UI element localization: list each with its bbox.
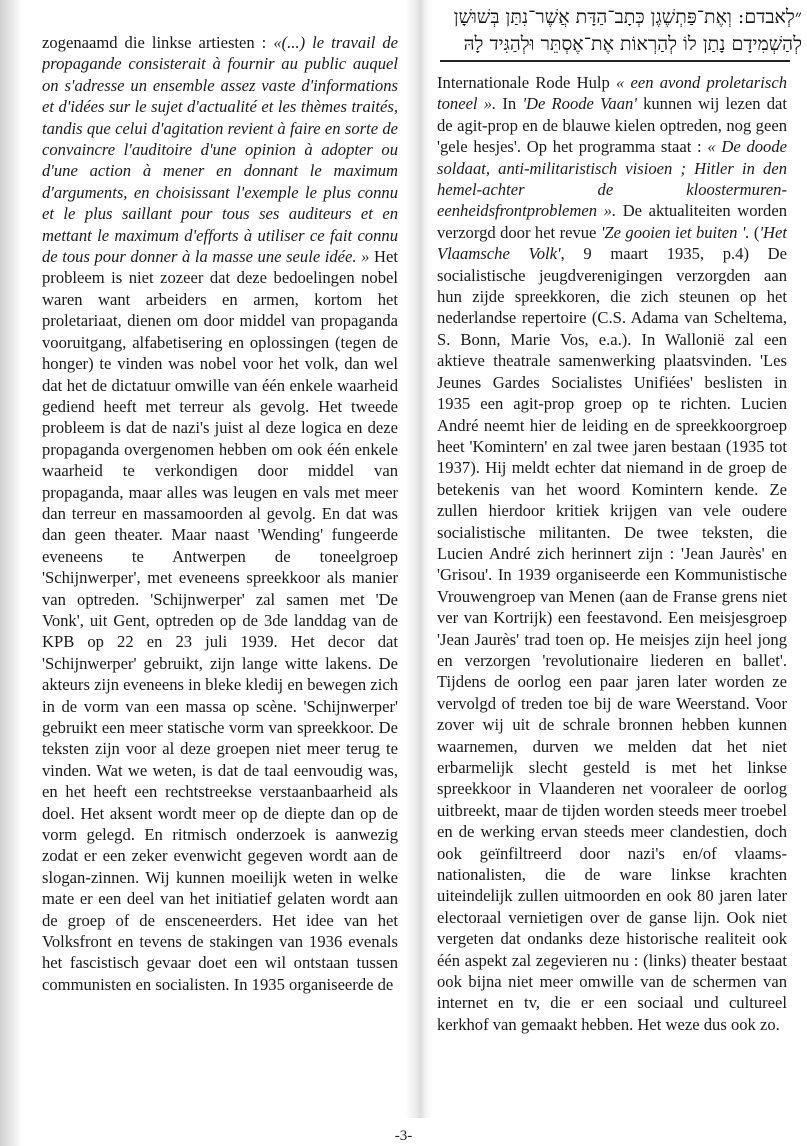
- hebrew-line-1: ״לְאבדם: וְאֶת־פַּתְשֶׁגֶן כְּתָב־הַדָּת אֲשֶׁר־נִתַּן בְּשׁוּשָׁן: [453, 6, 802, 28]
- text-segment: In: [496, 94, 523, 114]
- text-segment: (: [749, 222, 760, 242]
- scan-edge-shadow: [0, 0, 22, 1146]
- hebrew-line-2: לְהַשְׁמִידָם נָתַן לוֹ לְהַרְאוֹת אֶת־אֶסְתֵּר וּלְהַגִּיד לָהּ: [463, 33, 802, 55]
- text-segment-italic: « De doode soldaat, anti-militaristisch visioen ; Hitler in den hemel-achter de kloostermuren-eenheidsfrontproblemen ».: [437, 137, 787, 221]
- right-column-text: [437, 72, 787, 1132]
- page-number: -3-: [394, 1128, 413, 1144]
- text-segment-italic: 'Het Vlaamsche Volk': [437, 222, 787, 264]
- text-segment: zogenaamd die linkse artiesten :: [42, 33, 274, 52]
- left-column-text: [42, 32, 398, 1132]
- text-segment: Het probleem is niet zozeer dat deze bedoelingen nobel waren want arbeiders en armen, kortom het proletariaat, dienen om door middel van propaganda vooruitgang, alfabetisering en oplossingen (tegen de honger) te vinden was nobel voor het volk, dan wel dat het de dictatuur omwille van één enkele waarheid gediend heeft met terreur als gevolg. Het tweede probleem is dat de nazi's juist al deze logica en deze propaganda overgenomen hebben om ook één enkele waarheid te verkondigen door middel van propaganda, maar alles was leugen en vals met meer dan terreur en massamoorden al gevolg. En dat was dan geen theater. Maar naast 'Wending' fungeerde eveneens te Antwerpen de toneelgroep 'Schijnwerper', met eveneens spreekkoor als manier van optreden. 'Schijnwerper' zal samen met 'De Vonk', uit Gent, optreden op de 3de landdag van de KPB op 22 en 23 juli 1939. Het decor dat 'Schijnwerper' gebruikt, zijn lange witte lakens. De akteurs zijn eveneens in bleke kledij en bewegen zich in de vorm van een massa op scène. 'Schijnwerper' gebruikt een meer statische vorm van spreekkoor. De teksten zijn voor al deze groepen niet meer terug te vinden. Wat we weten, is dat de taal eenvoudig was, en het heeft een rechtstreekse verstaanbaarheid als doel. Het aksent wordt meer op de diepte dan op de vorm gelegd. En ritmisch onderzoek is aanwezig zodat er een zeker evenwicht gegeven wordt aan de slogan-zinnen. Wij kunnen moeilijk weten in welke mate er een deel van het initiatief gelaten wordt aan de groep of de ensceneerders. Het idee van het Volksfront en tevens de stakingen van 1936 evenals het fascistisch gevaar doet een wil ontstaan tussen communisten en socialisten. In 1935 organiseerde de: [42, 247, 398, 994]
- text-segment: De aktualiteiten worden verzorgd door het revue: [437, 201, 787, 242]
- text-segment: Internationale Rode Hulp: [437, 73, 616, 92]
- text-segment-italic: 'Ze gooien iet buiten '.: [600, 222, 750, 242]
- text-segment: , 9 maart 1935, p.4) De socialistische jeugdverenigingen verzorgden aan hun zijde spreekkoren, die zich steunen op het nederlandse repertoire (C.S. Adama van Scheltema, S. Bonn, Marie Vos, e.a.). In Wallonië zal een aktieve theatrale samenwerking plaatsvinden. 'Les Jeunes Gardes Socialistes Unifiées' beslisten in 1935 een agit-prop groep op te richten. Lucien André neemt hier de leiding en de spreekkoorgroep heet 'Komintern' en zal twee jaren bestaan (1935 tot 1937). Hij meldt echter dat niemand in de groep de betekenis van het woord Komintern kende. Ze zullen hierdoor kritiek krijgen van vele oudere socialistische militanten. De twee teksten, die Lucien André zich herinnert zijn : 'Jean Jaurès' en 'Grisou'. In 1939 organiseerde een Kommunistische Vrouwengroep van Menen (aan de Franse grens niet ver van Kortrijk) een feestavond. Een meisjesgroep 'Jean Jaurès' trad toen op. He meisjes zijn heel jong en verzorgen 'revolutionaire liederen en ballet'. Tijdens de oorlog een paar jaren later worden ze vervolgd of treden toe bij de ware Weerstand. Voor zover wij uit de schrale bronnen hebben kunnen waarnemen, durven we melden dat het niet erbarmelijk slecht gesteld is met het linkse spreekkoor in Vlaanderen net vooraleer de oorlog uitbreekt, maar de tijden worden steeds meer troebel en de werking ervan steeds meer clandestien, doch ook geïnfiltreerd door nazi's en/of vlaams-nationalisten, die de ware linkse krachten uiteindelijk zullen uitmoorden en ook 80 jaren later electoraal vernietigen over de ganse lijn. Ook niet vergeten dat ondanks deze historische realiteit ook één aspekt zal zegevieren nu : (links) theater bestaat ook bijna niet meer omwille van de schermen van internet en tv, die er een sociaal und cultureel kerkhof van gemaakt hebben. Het weze dus ook zo.: [437, 244, 787, 1034]
- text-segment-italic: 'De Roode Vaan': [522, 94, 637, 114]
- text-segment-italic: « een avond proletarisch toneel ».: [437, 73, 787, 114]
- hebrew-header: [432, 4, 802, 58]
- page-fold: [405, 0, 433, 1118]
- text-segment-italic: «(...) le travail de propagande consisterait à fournir au public auquel on s'adresse un ensemble assez vaste d'informations et d'idées sur le sujet d'actualité et les thèmes traités, tandis que celui d'agitation revient à faire en sorte de convaincre l'auditoire d'une opinion à adopter ou d'une action à mener en donnant le maximum d'arguments, en choisissant l'exemple le plus connu et le plus saillant pour tous ses auditeurs et en mettant le maximum d'efforts à utiliser ce fait connu de tous pour donner à la masse une seule idée. »: [42, 33, 398, 267]
- text-segment: kunnen wij lezen dat de agit-prop en de blauwe kielen optreden, nog geen 'gele hesjes'. Op het programma staat :: [437, 94, 787, 157]
- header-rule: [440, 60, 790, 62]
